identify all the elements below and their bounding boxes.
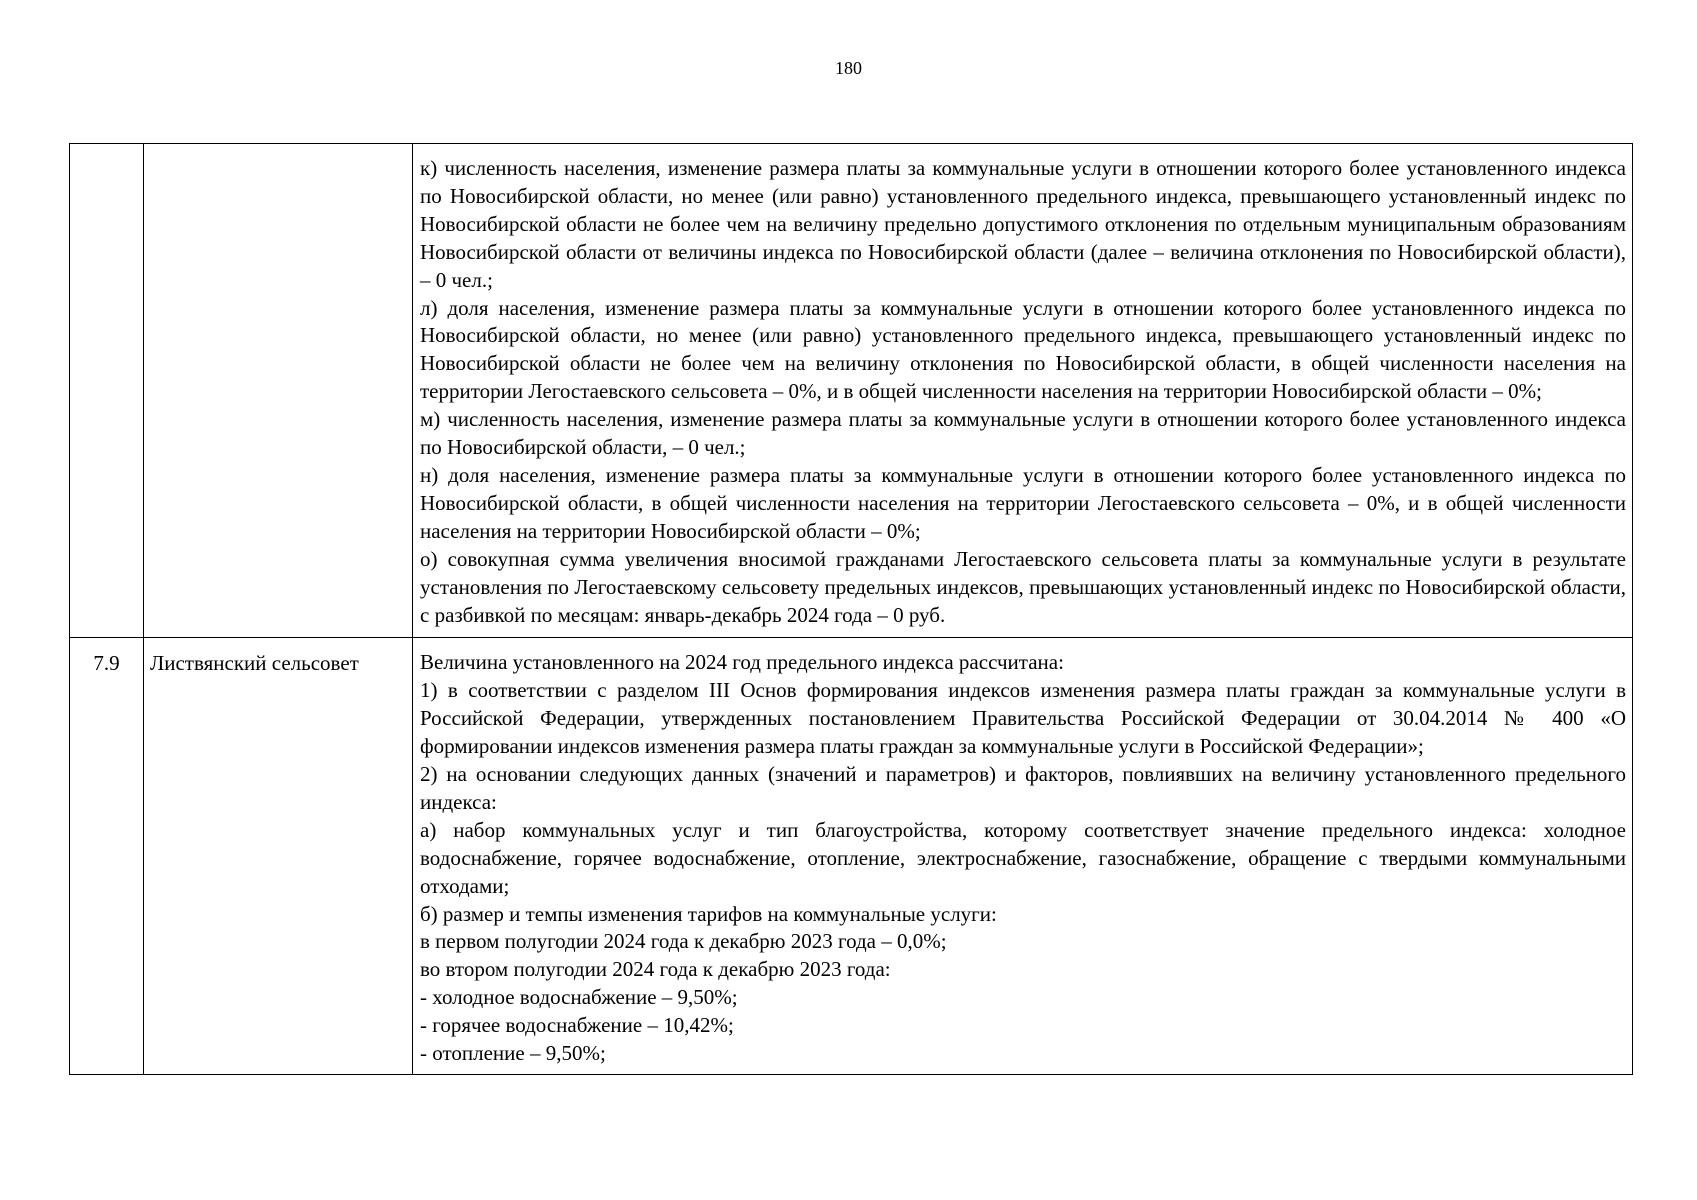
description-cell	[413, 144, 1633, 638]
paragraph: в первом полугодии 2024 года к декабрю 2023 года – 0,0%;	[420, 929, 947, 954]
paragraph: л) доля населения, изменение размера платы за коммунальные услуги в отношении которого более установленного индекса по Новосибирской области, но менее (или равно) установленного предельного индекса, превышающего установленный индекс по Новосибирской области не более чем на величину отклонения по Новосибирской области, в общей численности населения на территории Легостаевского сельсовета – 0%, и в общей численности населения на территории Новосибирской области – 0%;	[420, 295, 1626, 404]
paragraph: к) численность населения, изменение размера платы за коммунальные услуги в отношении которого более установленного индекса по Новосибирской области, но менее (или равно) установленного предельного индекса, превышающего установленный индекс по Новосибирской области не более чем на величину предельно допустимого отклонения по отдельным муниципальным образованиям Новосибирской области от величины индекса по Новосибирской области (далее – величина отклонения по Новосибирской области), – 0 чел.;	[420, 156, 1626, 292]
paragraph: - холодное водоснабжение – 9,50%;	[420, 985, 738, 1010]
table-row	[70, 638, 1633, 1075]
paragraph: б) размер и темпы изменения тарифов на коммунальные услуги:	[420, 901, 997, 926]
document-table	[69, 143, 1633, 1075]
paragraph: Величина установленного на 2024 год предельного индекса рассчитана:	[420, 650, 1064, 675]
paragraph: о) совокупная сумма увеличения вносимой гражданами Легостаевского сельсовета платы за коммунальные услуги в результате установления по Легостаевскому сельсовету предельных индексов, превышающих установленный индекс по Новосибирской области, с разбивкой по месяцам: январь-декабрь 2024 года – 0 руб.	[420, 546, 1626, 627]
municipality-name-cell	[144, 144, 413, 638]
row-number-cell: 7.9	[70, 638, 144, 1075]
paragraph: - отопление – 9,50%;	[420, 1041, 606, 1066]
paragraph: м) численность населения, изменение размера платы за коммунальные услуги в отношении которого более установленного индекса по Новосибирской области, – 0 чел.;	[420, 407, 1626, 460]
page-number: 180	[835, 58, 862, 78]
paragraph: 1) в соответствии с разделом III Основ формирования индексов изменения размера платы граждан за коммунальные услуги в Российской Федерации, утвержденных постановлением Правительства Российской Федерации от 30.04.2014 № 400 «О формировании индексов изменения размера платы граждан за коммунальные услуги в Российской Федерации»;	[420, 678, 1626, 759]
paragraph: во втором полугодии 2024 года к декабрю 2023 года:	[420, 957, 891, 982]
paragraph: 2) на основании следующих данных (значений и параметров) и факторов, повлиявших на величину установленного предельного индекса:	[420, 762, 1626, 814]
municipality-name-cell: Листвянский сельсовет	[144, 638, 413, 1075]
paragraph: а) набор коммунальных услуг и тип благоустройства, которому соответствует значение предельного индекса: холодное водоснабжение, горячее водоснабжение, отопление, электроснабжение, газоснабжение, обращение с твердыми коммунальными отходами;	[420, 817, 1626, 898]
table-row	[70, 144, 1633, 638]
description-cell	[413, 638, 1633, 1075]
row-number-cell	[70, 144, 144, 638]
paragraph: н) доля населения, изменение размера платы за коммунальные услуги в отношении которого более установленного индекса по Новосибирской области, в общей численности населения на территории Легостаевского сельсовета – 0%, и в общей численности населения на территории Новосибирской области – 0%;	[420, 462, 1626, 543]
paragraph: - горячее водоснабжение – 10,42%;	[420, 1013, 734, 1038]
